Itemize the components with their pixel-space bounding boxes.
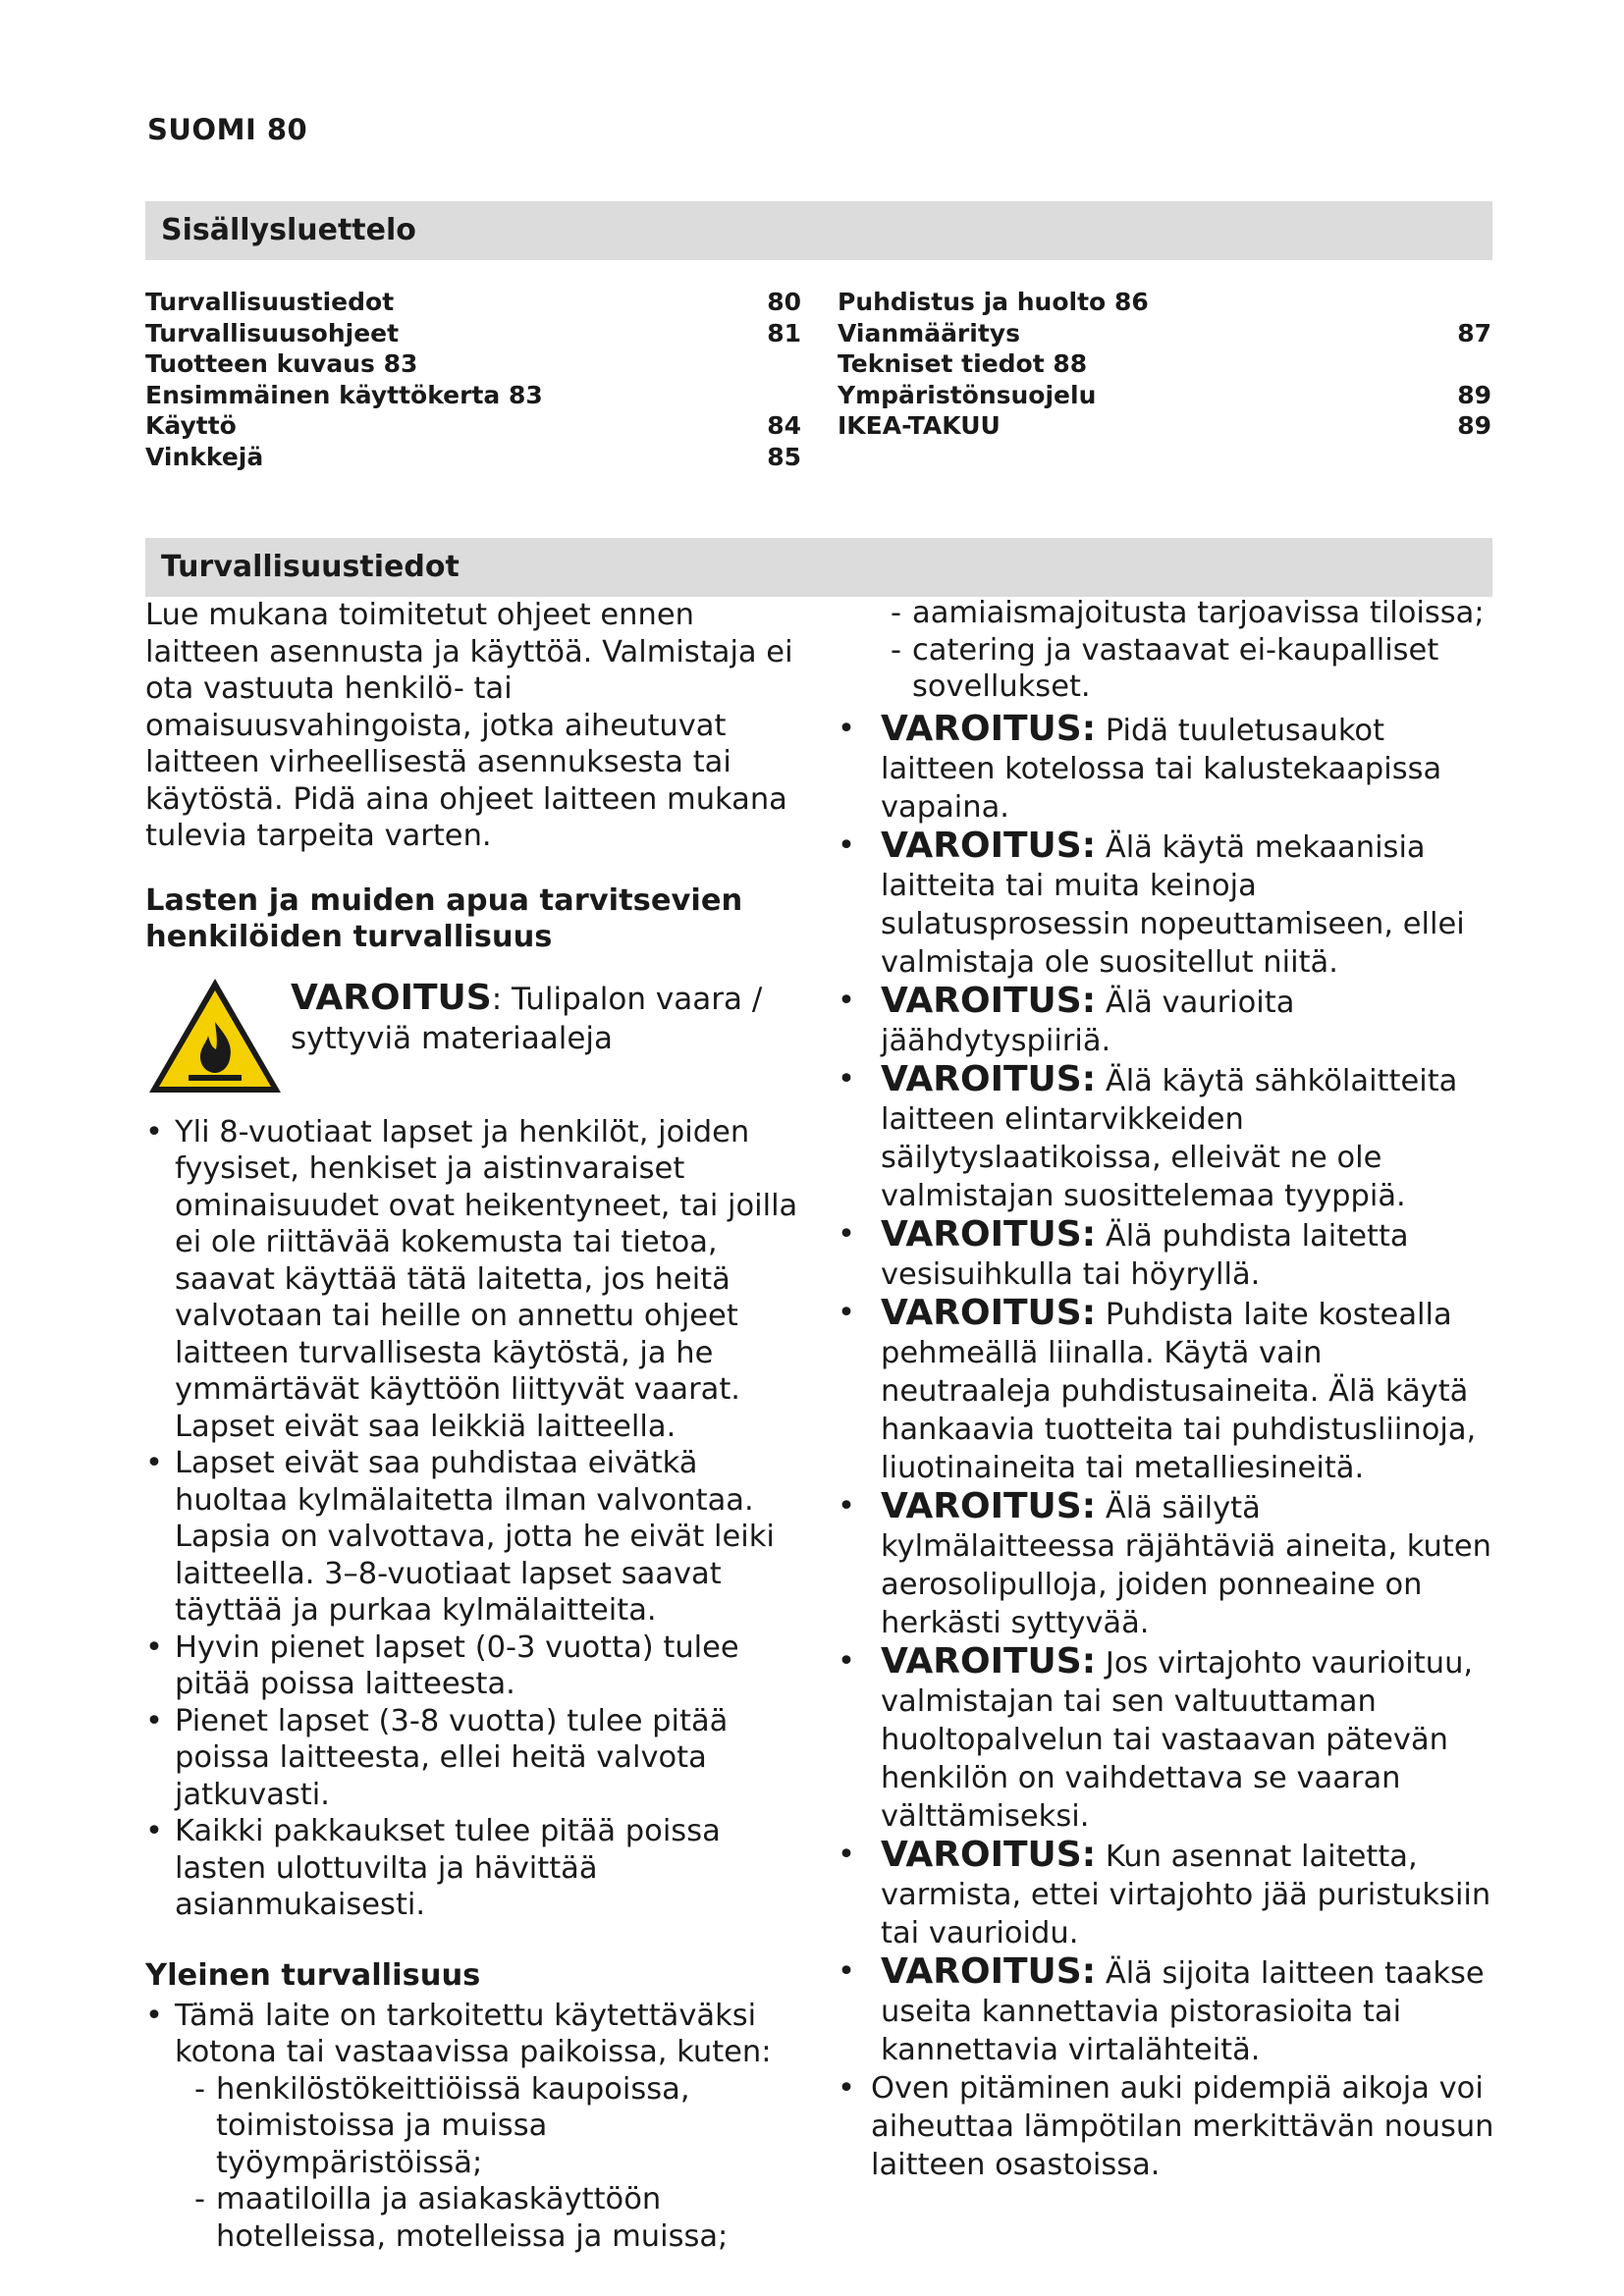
intro-paragraph: Lue mukana toimitetut ohjeet ennen laitteen asennusta ja käyttöä. Valmistaja ei ota vastuuta henkilö- tai omaisuusvahingoista, jotka aiheutuvat laitteen virheellisestä asennuksesta tai käytöstä. Pidä aina ohjeet laitteen mukana tulevia tarpeita varten. <box>145 598 793 853</box>
toc-entry-label: Puhdistus ja huolto <box>838 288 1107 316</box>
toc-entry-label: Turvallisuusohjeet <box>145 318 400 347</box>
toc-entry-page: 88 <box>1053 349 1088 378</box>
toc-entry-label: Käyttö <box>145 411 237 440</box>
toc-entry-page: 86 <box>1113 288 1149 316</box>
safety-left-column <box>145 597 805 2255</box>
warnings-list <box>838 710 1495 2184</box>
page-header: SUOMI 80 <box>147 113 308 146</box>
list-item: • Hyvin pienet lapset (0-3 vuotta) tulee pitää poissa laitteesta. <box>145 1629 739 1701</box>
children-safety-heading: Lasten ja muiden apua tarvitsevien henkilöiden turvallisuus <box>145 882 743 954</box>
toc-entry[interactable] <box>838 348 1491 380</box>
toc-entry-page: 80 <box>767 288 801 316</box>
warning-item: • VAROITUS: Älä käytä sähkölaitteita laitteen elintarvikkeiden säilytyslaatikoissa, elleivät ne ole valmistajan suosittelemaa tyyppiä. <box>838 1058 1458 1213</box>
list-item: • Kaikki pakkaukset tulee pitää poissa lasten ulottuvilta ja hävittää asianmukaisesti. <box>145 1814 721 1922</box>
toc-entry[interactable] <box>838 380 1491 411</box>
safety-section-title: Turvallisuustiedot <box>145 538 1492 597</box>
warning-item: • VAROITUS: Älä sijoita laitteen taakse useita kannettavia pistorasioita tai kannettavia virtalähteitä. <box>838 1950 1485 2067</box>
toc-entry[interactable] <box>145 410 801 442</box>
list-item: • Lapset eivät saa puhdistaa eivätkä huoltaa kylmälaitetta ilman valvontaa. Lapsia on valvottava, jotta he eivät leiki laitteella. 3–8-vuotiaat lapset saavat täyttää ja purkaa kylmälaitteita. <box>145 1446 775 1628</box>
toc-entry-label: Ensimmäinen käyttökerta <box>145 380 501 409</box>
toc-entry-label: Tekniset tiedot <box>838 349 1045 378</box>
toc-entry-label: Tuotteen kuvaus <box>145 349 375 378</box>
warning-item: • VAROITUS: Älä vaurioita jäähdytyspiiriä. <box>838 980 1295 1058</box>
toc-entry-page: 89 <box>1457 380 1491 409</box>
toc-entry[interactable] <box>145 380 801 411</box>
dash-list-continued <box>891 595 1495 706</box>
warning-item: • VAROITUS: Älä puhdista laitetta vesisuihkulla tai höyryllä. <box>838 1213 1409 1292</box>
list-item: • Yli 8-vuotiaat lapset ja henkilöt, joiden fyysiset, henkiset ja aistinvaraiset ominaisuudet ovat heikentyneet, tai joilla ei ole riittävää kokemusta tai tietoa, saavat käyttää tätä laitetta, jos heitä valvotaan tai heille on annettu ohjeet laitteen turvallisesta käytöstä, ja he ymmärtävät käyttöön liittyvät vaarat. Lapset eivät saa leikkiä laitteella. <box>145 1114 798 1444</box>
dash-list <box>194 2071 805 2256</box>
toc-title: Sisällysluettelo <box>145 201 1492 260</box>
toc-entry-page: 85 <box>767 442 801 471</box>
toc-right-column <box>838 287 1491 442</box>
warning-item: • VAROITUS: Pidä tuuletusaukot laitteen kotelossa tai kalustekaapissa vapaina. <box>838 708 1442 825</box>
toc-entry[interactable] <box>145 348 801 380</box>
toc-entry-page: 81 <box>767 318 801 347</box>
warning-item: • VAROITUS: Puhdista laite kostealla pehmeällä liinalla. Käytä vain neutraaleja puhdistusaineita. Älä käytä hankaavia tuotteita tai puhdistusliinoja, liuotinaineita tai metalliesineitä. <box>838 1292 1477 1485</box>
list-item: • Oven pitäminen auki pidempiä aikoja voi aiheuttaa lämpötilan merkittävän nousun laitteen osastoissa. <box>838 2070 1494 2182</box>
toc-entry[interactable] <box>838 287 1491 318</box>
toc-entry-label: Ympäristönsuojelu <box>838 380 1097 409</box>
list-item: - catering ja vastaavat ei-kaupalliset sovellukset. <box>891 632 1439 704</box>
toc-entry[interactable] <box>145 318 801 349</box>
toc-left-column <box>145 287 801 472</box>
toc-entry-page: 89 <box>1457 411 1491 440</box>
list-item: - aamiaismajoitusta tarjoavissa tiloissa; <box>891 596 1485 630</box>
general-bullet-list <box>145 1998 805 2256</box>
list-item: • Pienet lapset (3-8 vuotta) tulee pitää poissa laitteesta, ellei heitä valvota jatkuvasti. <box>145 1703 729 1812</box>
toc-entry[interactable] <box>838 410 1491 442</box>
toc-entry[interactable] <box>145 287 801 318</box>
toc-entry-label: IKEA-TAKUU <box>838 411 1001 440</box>
toc-entry[interactable] <box>838 318 1491 349</box>
toc-entry-page: 83 <box>383 349 418 378</box>
toc-entry-label: Turvallisuustiedot <box>145 288 395 316</box>
warning-item: • VAROITUS: Älä käytä mekaanisia laitteita tai muita keinoja sulatusprosessin nopeuttamiseen, ellei valmistaja ole suositellut niitä. <box>838 825 1465 980</box>
flammable-warning-icon <box>145 975 285 1096</box>
fire-warning <box>145 971 805 1096</box>
fire-warning-text: VAROITUS: Tulipalon vaara / syttyviä materiaaleja <box>291 977 763 1056</box>
toc-entry-label: Vianmääritys <box>838 318 1020 347</box>
children-bullet-list <box>145 1114 805 1924</box>
list-item: - maatiloilla ja asiakaskäyttöön hotelleissa, motelleissa ja muissa; <box>194 2182 729 2254</box>
toc-entry-label: Vinkkejä <box>145 442 264 471</box>
warning-item: • VAROITUS: Älä säilytä kylmälaitteessa räjähtäviä aineita, kuten aerosolipulloja, joiden ponneaine on herkästi syttyvää. <box>838 1485 1491 1640</box>
safety-right-column <box>838 595 1495 2184</box>
fire-warning-word: VAROITUS <box>291 977 492 1018</box>
general-safety-heading: Yleinen turvallisuus <box>145 1957 481 1993</box>
list-item: • Tämä laite on tarkoitettu käytettäväksi kotona tai vastaavissa paikoissa, kuten: - henkilöstökeittiöissä kaupoissa, toimistoissa ja muissa työympäristöissä; - maatiloilla ja asiakaskäyttöön hotelleissa, motelleissa ja muissa; <box>145 1998 805 2256</box>
list-item: - henkilöstökeittiöissä kaupoissa, toimistoissa ja muissa työympäristöissä; <box>194 2071 690 2180</box>
toc-entry-page: 83 <box>509 380 543 409</box>
toc-entry[interactable] <box>145 442 801 473</box>
warning-item: • VAROITUS: Kun asennat laitetta, varmista, ettei virtajohto jää puristuksiin tai vaurioidu. <box>838 1834 1491 1950</box>
toc-entry-page: 87 <box>1457 318 1491 347</box>
warning-item: • VAROITUS: Jos virtajohto vaurioituu, valmistajan tai sen valtuuttaman huoltopalvelun tai vastaavan pätevän henkilön on vaihdettava se vaaran välttämiseksi. <box>838 1640 1474 1834</box>
toc-entry-page: 84 <box>767 411 801 440</box>
